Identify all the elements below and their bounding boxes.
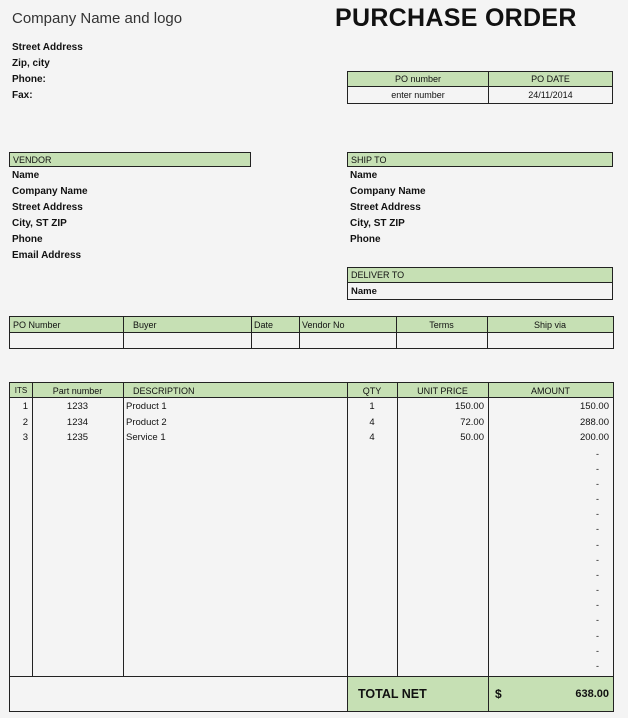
vendor-line[interactable]: Company Name (12, 186, 88, 197)
vendor-line[interactable]: City, ST ZIP (12, 218, 67, 229)
deliver-to-header: DELIVER TO (348, 268, 612, 283)
total-net-label: TOTAL NET (358, 687, 427, 701)
vendor-line[interactable]: Name (12, 170, 40, 181)
buyer-cell[interactable] (124, 333, 251, 348)
vendor-no-cell[interactable] (300, 333, 396, 348)
empty-amount-dash: - (596, 554, 599, 565)
po-number-input[interactable]: enter number (348, 87, 489, 103)
item-description[interactable]: Service 1 (126, 432, 166, 443)
company-address (12, 40, 83, 104)
date-cell[interactable] (252, 333, 299, 348)
order-info-header: Ship via (533, 319, 567, 330)
address-line: Street Address (12, 42, 83, 53)
item-amount[interactable]: 288.00 (579, 416, 609, 428)
po-date-input[interactable]: 24/11/2014 (528, 90, 573, 100)
items-header-qty: QTY (362, 385, 382, 396)
order-info-header: Buyer (133, 319, 157, 330)
empty-amount-dash: - (596, 645, 599, 656)
empty-amount-dash: - (596, 509, 599, 520)
part-number[interactable]: 1235 (66, 432, 89, 443)
empty-amount-dash: - (596, 585, 599, 595)
address-line: Phone: (12, 74, 46, 85)
vendor-line[interactable]: Email Address (12, 250, 82, 261)
item-unit-price[interactable]: 72.00 (460, 416, 484, 428)
po-number-header: PO number (348, 72, 489, 87)
empty-amount-dash: - (596, 448, 599, 459)
terms-cell[interactable] (397, 333, 487, 348)
item-qty[interactable]: 1 (369, 401, 375, 412)
address-line: Fax: (12, 90, 33, 101)
ship-to-line[interactable]: Phone (350, 234, 381, 245)
po-number-cell[interactable] (10, 333, 123, 348)
empty-amount-dash: - (596, 494, 599, 504)
ship-to-line[interactable]: Name (350, 170, 378, 181)
po-date-header: PO DATE (489, 72, 612, 87)
order-info-table (9, 316, 614, 349)
deliver-to-input[interactable]: Name (351, 285, 377, 297)
company-name-logo: Company Name and logo (12, 10, 183, 27)
order-info-header: Date (254, 319, 274, 330)
empty-amount-dash: - (596, 569, 599, 580)
empty-amount-dash: - (596, 539, 599, 550)
ship-to-details (350, 168, 426, 248)
item-qty[interactable]: 4 (369, 416, 375, 428)
order-info-header: Vendor No (302, 319, 345, 330)
page-title: PURCHASE ORDER (335, 4, 577, 32)
ship-via-cell[interactable] (488, 333, 613, 348)
item-qty[interactable]: 4 (369, 432, 375, 443)
item-number[interactable]: 1 (22, 401, 28, 412)
po-info-box (347, 71, 613, 104)
empty-amount-dash: - (596, 600, 599, 611)
item-amount[interactable]: 150.00 (579, 401, 609, 412)
items-table (9, 382, 614, 712)
item-description[interactable]: Product 1 (126, 401, 167, 412)
part-number[interactable]: 1233 (66, 401, 89, 412)
item-number[interactable]: 2 (22, 416, 28, 428)
empty-amount-dash: - (596, 478, 599, 489)
ship-to-line[interactable]: Street Address (350, 202, 421, 213)
empty-amount-dash: - (596, 615, 599, 626)
order-info-header: Terms (429, 319, 454, 330)
items-header-amount: AMOUNT (531, 385, 570, 396)
empty-amount-dash: - (596, 524, 599, 535)
items-header-unit-price: UNIT PRICE (417, 385, 468, 396)
order-info-header: PO Number (13, 319, 61, 330)
ship-to-line[interactable]: Company Name (350, 186, 426, 197)
deliver-to-box (347, 267, 613, 300)
currency-symbol: $ (495, 687, 502, 701)
item-number[interactable]: 3 (22, 432, 28, 443)
part-number[interactable]: 1234 (66, 416, 89, 428)
vendor-line[interactable]: Street Address (12, 202, 83, 213)
item-unit-price[interactable]: 50.00 (460, 432, 484, 443)
vendor-line[interactable]: Phone (12, 234, 43, 245)
ship-to-header: SHIP TO (347, 152, 613, 167)
items-header-description: DESCRIPTION (133, 385, 195, 396)
vendor-header: VENDOR (9, 152, 251, 167)
address-line: Zip, city (12, 58, 50, 69)
total-net-value: 638.00 (575, 688, 609, 700)
empty-amount-dash: - (596, 463, 599, 474)
empty-amount-dash: - (596, 660, 599, 671)
items-header-its: ITS (14, 386, 28, 395)
item-description[interactable]: Product 2 (126, 416, 167, 428)
ship-to-line[interactable]: City, ST ZIP (350, 218, 405, 229)
empty-amount-dash: - (596, 630, 599, 641)
item-amount[interactable]: 200.00 (579, 432, 609, 443)
vendor-details (12, 168, 88, 264)
items-header-part: Part number (52, 385, 103, 396)
item-unit-price[interactable]: 150.00 (454, 401, 484, 412)
